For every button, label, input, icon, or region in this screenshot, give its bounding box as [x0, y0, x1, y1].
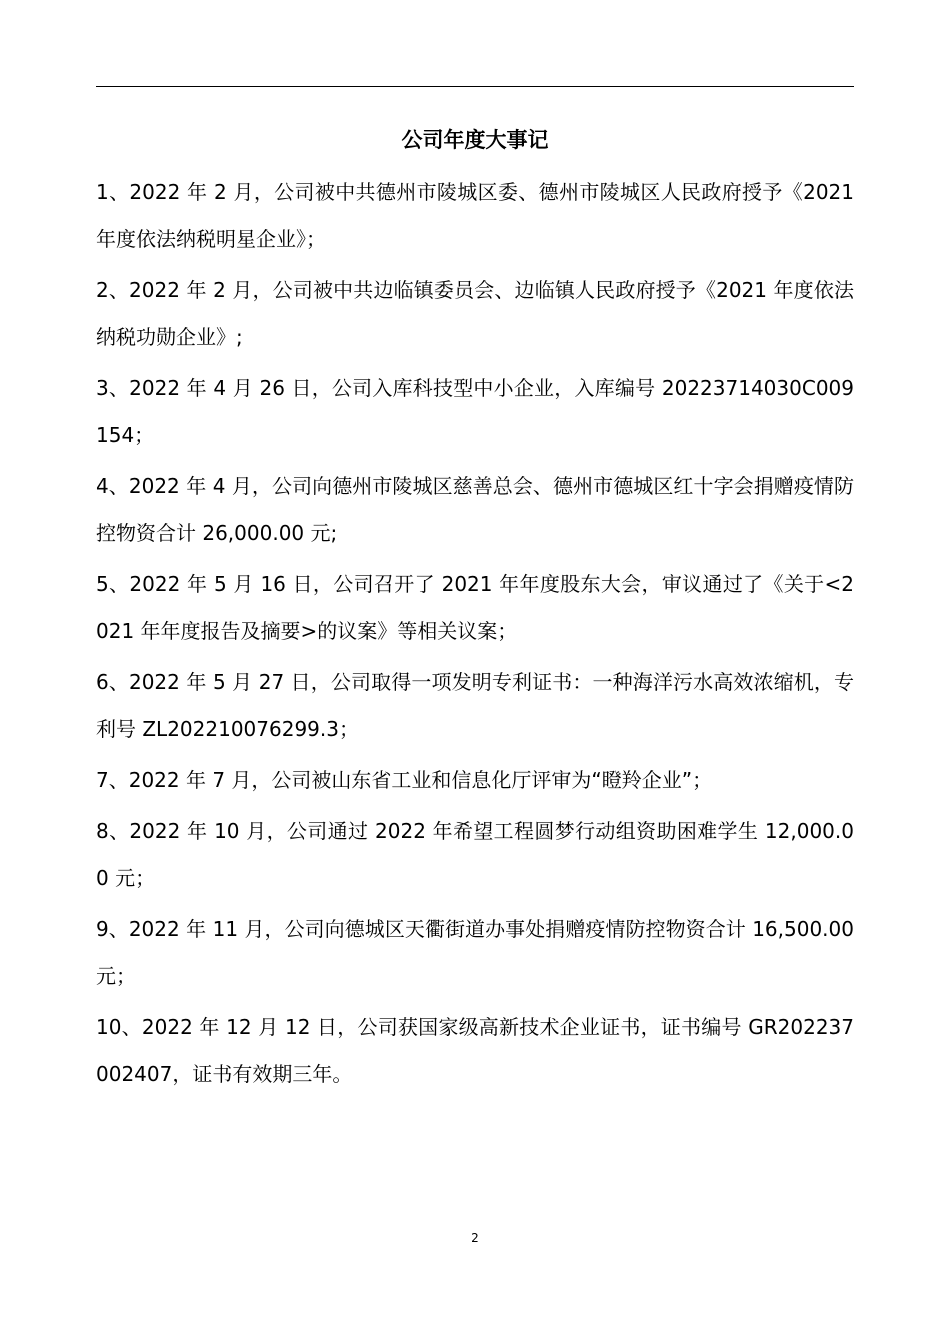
event-item: 9、2022 年 11 月，公司向德城区天衢街道办事处捐赠疫情防控物资合计 16,500.00 元；	[96, 917, 854, 988]
event-item: 5、2022 年 5 月 16 日，公司召开了 2021 年年度股东大会，审议通过了《关于<2021 年年度报告及摘要>的议案》等相关议案；	[96, 572, 854, 643]
event-item: 10、2022 年 12 月 12 日，公司获国家级高新技术企业证书，证书编号 GR202237002407，证书有效期三年。	[96, 1015, 854, 1086]
event-item: 7、2022 年 7 月，公司被山东省工业和信息化厅评审为“瞪羚企业”；	[96, 768, 713, 792]
header-rule	[96, 86, 854, 87]
document-title: 公司年度大事记	[401, 128, 549, 152]
event-item: 1、2022 年 2 月，公司被中共德州市陵城区委、德州市陵城区人民政府授予《2021 年度依法纳税明星企业》；	[96, 180, 854, 251]
event-item: 2、2022 年 2 月，公司被中共边临镇委员会、边临镇人民政府授予《2021 年度依法纳税功勋企业》;	[96, 278, 854, 349]
event-item: 8、2022 年 10 月，公司通过 2022 年希望工程圆梦行动组资助困难学生 12,000.00 元；	[96, 819, 854, 890]
page-number: 2	[471, 1231, 479, 1245]
event-list	[96, 169, 854, 1102]
event-item: 4、2022 年 4 月，公司向德州市陵城区慈善总会、德州市德城区红十字会捐赠疫情防控物资合计 26,000.00 元;	[96, 474, 854, 545]
event-item: 6、2022 年 5 月 27 日，公司取得一项发明专利证书：一种海洋污水高效浓缩机，专利号 ZL202210076299.3；	[96, 670, 854, 741]
event-item: 3、2022 年 4 月 26 日，公司入库科技型中小企业，入库编号 20223714030C009154；	[96, 376, 854, 447]
